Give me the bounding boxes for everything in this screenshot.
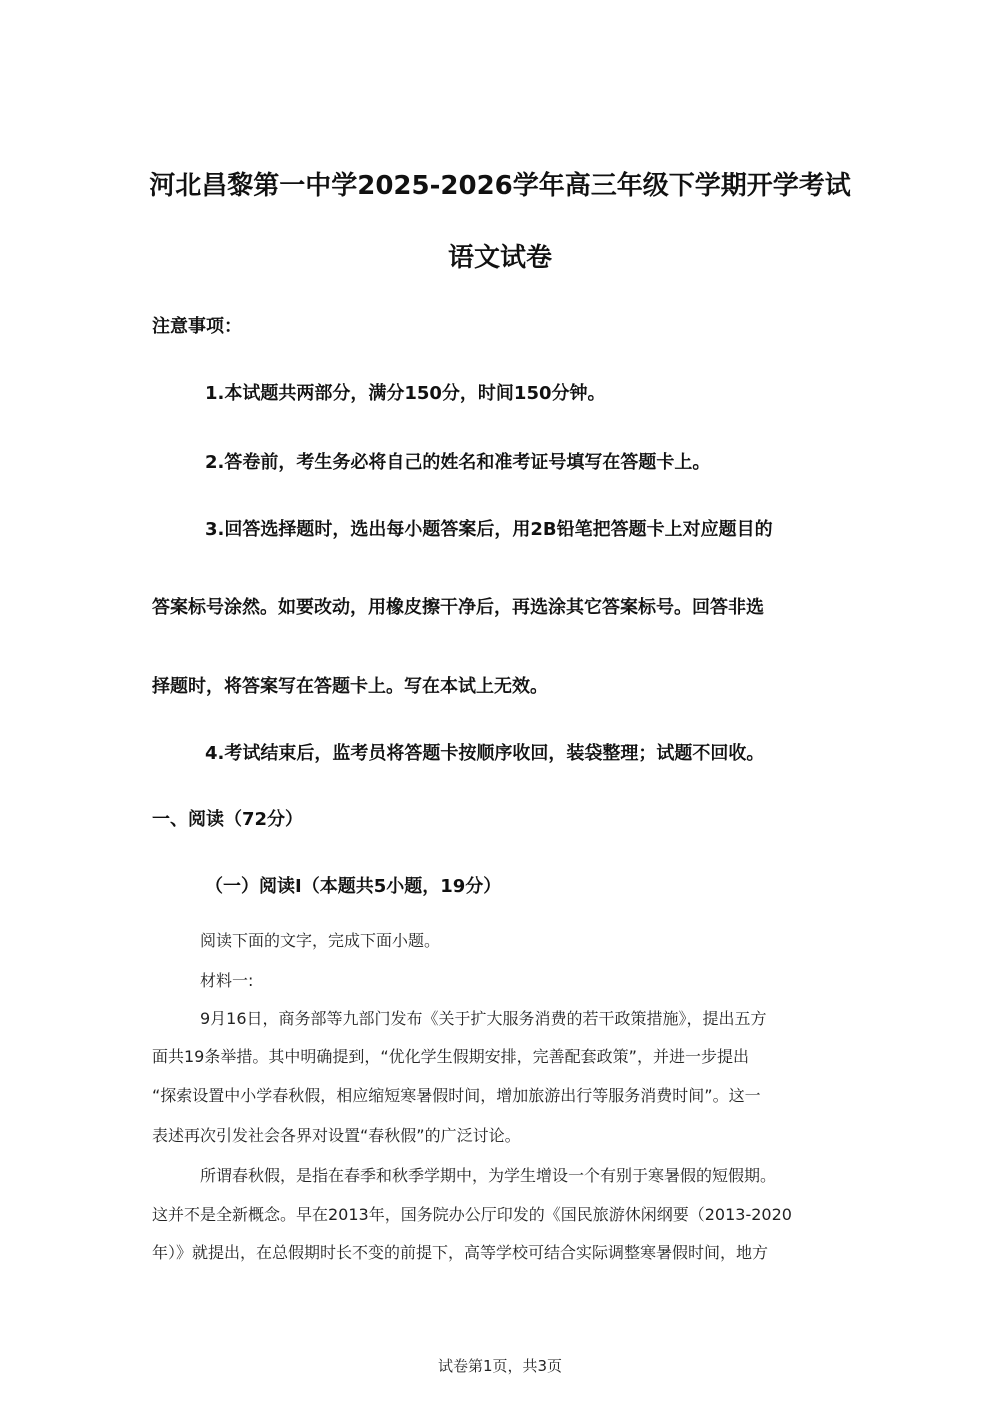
passage-line-7: 年）》就提出，在总假期时长不变的前提下，高等学校可结合实际调整寒暑假时间，地方 bbox=[152, 1243, 769, 1262]
passage-line-6: 这并不是全新概念。早在2013年，国务院办公厅印发的《国民旅游休闲纲要（2013-2020 bbox=[152, 1205, 792, 1224]
section-heading: 一、阅读（72分） bbox=[152, 809, 304, 830]
page-footer: 试卷第1页，共3页 bbox=[437, 1357, 563, 1375]
passage-instruction: 阅读下面的文字，完成下面小题。 bbox=[200, 931, 441, 950]
subsection-heading: （一）阅读I（本题共5小题，19分） bbox=[205, 876, 502, 897]
passage-line-2: 面共19条举措。其中明确提到，“优化学生假期安排，完善配套政策”，并进一步提出 bbox=[152, 1047, 749, 1066]
passage-line-4: 表述再次引发社会各界对设置“春秋假”的广泛讨论。 bbox=[152, 1126, 521, 1145]
passage-line-5: 所谓春秋假，是指在春季和秋季学期中，为学生增设一个有别于寒暑假的短假期。 bbox=[200, 1166, 777, 1185]
notice-item-3-line-1: 3.回答选择题时，选出每小题答案后，用2B铅笔把答题卡上对应题目的 bbox=[205, 519, 773, 540]
notice-item-3-line-2: 答案标号涂然。如要改动，用橡皮擦干净后，再选涂其它答案标号。回答非选 bbox=[152, 597, 764, 618]
exam-title: 河北昌黎第一中学2025-2026学年高三年级下学期开学考试 bbox=[149, 171, 851, 201]
notice-item-3-line-3: 择题时，将答案写在答题卡上。写在本试上无效。 bbox=[152, 676, 548, 697]
notice-item-2: 2.答卷前，考生务必将自己的姓名和准考证号填写在答题卡上。 bbox=[205, 452, 711, 473]
passage-line-1: 9月16日，商务部等九部门发布《关于扩大服务消费的若干政策措施》，提出五方 bbox=[200, 1009, 767, 1028]
notice-item-1: 1.本试题共两部分，满分150分，时间150分钟。 bbox=[205, 383, 606, 404]
material-label: 材料一: bbox=[200, 971, 254, 990]
exam-subject-title: 语文试卷 bbox=[447, 243, 552, 273]
passage-line-3: “探索设置中小学春秋假，相应缩短寒暑假时间，增加旅游出行等服务消费时间”。这一 bbox=[152, 1086, 761, 1105]
notice-label: 注意事项： bbox=[152, 316, 242, 337]
notice-item-4: 4.考试结束后，监考员将答题卡按顺序收回，装袋整理；试题不回收。 bbox=[205, 743, 765, 764]
